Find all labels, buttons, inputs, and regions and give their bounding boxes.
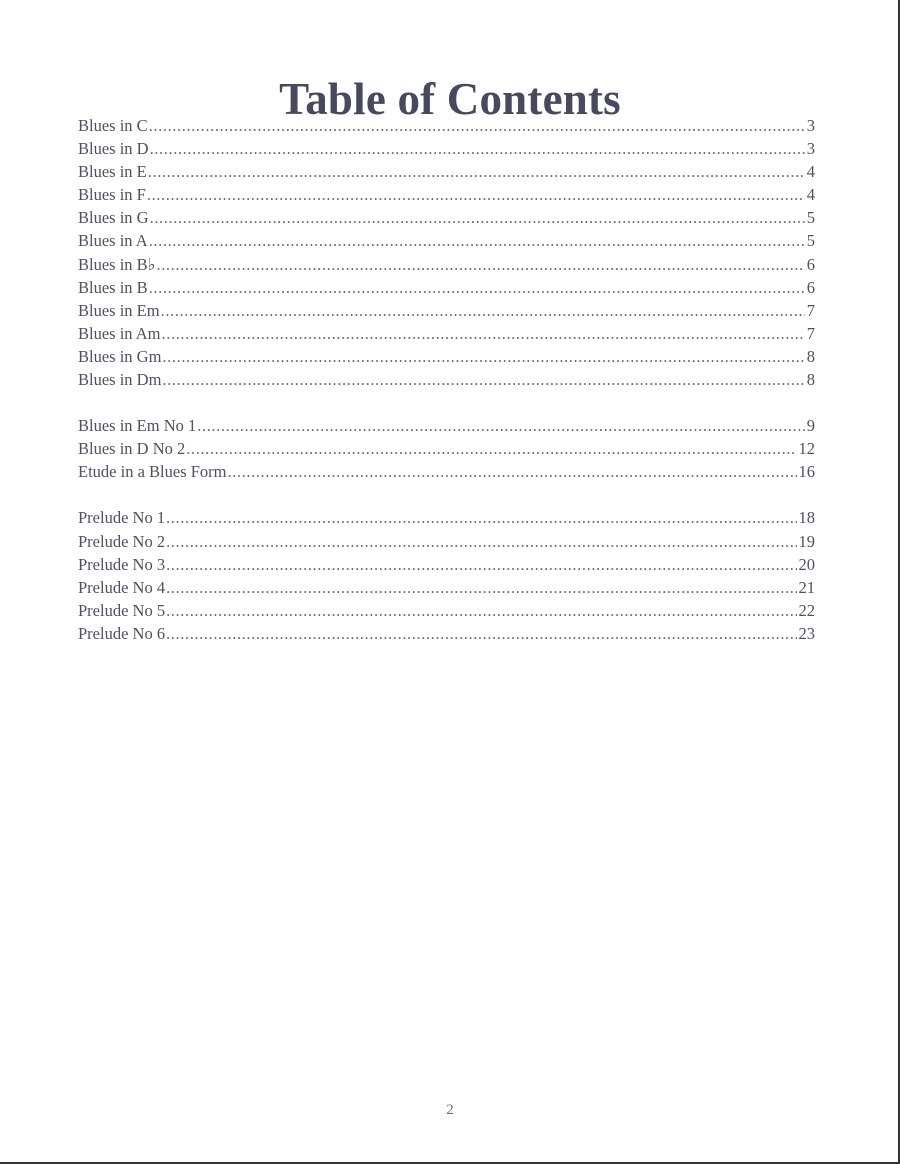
toc-entry-page: 6 bbox=[806, 277, 815, 297]
toc-entry-title: Blues in B♭ bbox=[78, 254, 156, 274]
toc-entry[interactable] bbox=[78, 137, 815, 160]
toc-entry-title: Blues in E bbox=[78, 162, 147, 182]
toc-entry-page: 12 bbox=[798, 439, 815, 459]
toc-entry-title: Blues in A bbox=[78, 231, 148, 251]
toc-entry[interactable] bbox=[78, 160, 815, 183]
toc-entry-title: Prelude No 2 bbox=[78, 531, 166, 551]
toc-entry-title: Blues in Gm bbox=[78, 346, 162, 366]
toc-entry-page: 7 bbox=[806, 323, 815, 343]
dot-leader bbox=[197, 414, 805, 437]
dot-leader bbox=[161, 299, 805, 322]
toc-entry[interactable] bbox=[78, 206, 815, 229]
toc-entry-page: 22 bbox=[798, 600, 815, 620]
toc-group bbox=[78, 114, 815, 391]
toc-entry-page: 4 bbox=[806, 185, 815, 205]
toc-entry-title: Blues in Am bbox=[78, 323, 161, 343]
toc-entry[interactable] bbox=[78, 322, 815, 345]
toc-entry-title: Prelude No 4 bbox=[78, 577, 166, 597]
dot-leader bbox=[156, 253, 804, 276]
toc-entry[interactable] bbox=[78, 506, 815, 529]
dot-leader bbox=[162, 345, 804, 368]
dot-leader bbox=[166, 553, 796, 576]
toc-group bbox=[78, 506, 815, 645]
toc-entry-title: Prelude No 5 bbox=[78, 600, 166, 620]
toc-entry-page: 5 bbox=[806, 208, 815, 228]
toc-entry-page: 4 bbox=[806, 162, 815, 182]
dot-leader bbox=[166, 506, 796, 529]
toc-entry[interactable] bbox=[78, 253, 815, 276]
dot-leader bbox=[166, 576, 796, 599]
toc-entry-page: 3 bbox=[806, 139, 815, 159]
toc-entry-page: 3 bbox=[806, 116, 815, 135]
toc-entry-page: 16 bbox=[798, 462, 815, 482]
toc-entry-page: 7 bbox=[806, 300, 815, 320]
toc-entry[interactable] bbox=[78, 114, 815, 137]
dot-leader bbox=[162, 368, 804, 391]
dot-leader bbox=[149, 229, 805, 252]
toc-entry-page: 21 bbox=[798, 577, 815, 597]
toc-entry[interactable] bbox=[78, 276, 815, 299]
toc-entry-title: Blues in Dm bbox=[78, 370, 162, 390]
toc-entry[interactable] bbox=[78, 414, 815, 437]
toc-entry[interactable] bbox=[78, 345, 815, 368]
dot-leader bbox=[150, 206, 805, 229]
dot-leader bbox=[149, 114, 805, 137]
toc-entry-title: Prelude No 6 bbox=[78, 623, 166, 643]
toc-entry-page: 5 bbox=[806, 231, 815, 251]
toc-entry[interactable] bbox=[78, 553, 815, 576]
toc-entry[interactable] bbox=[78, 460, 815, 483]
toc-entry-title: Blues in G bbox=[78, 208, 149, 228]
toc-entry[interactable] bbox=[78, 183, 815, 206]
toc-entry[interactable] bbox=[78, 229, 815, 252]
dot-leader bbox=[147, 183, 805, 206]
dot-leader bbox=[148, 160, 805, 183]
toc-entry-page: 20 bbox=[798, 554, 815, 574]
dot-leader bbox=[227, 460, 796, 483]
toc-entry-title: Etude in a Blues Form bbox=[78, 462, 227, 482]
toc-entry-title: Blues in C bbox=[78, 116, 148, 135]
page-number: 2 bbox=[446, 1102, 454, 1118]
toc-entry-page: 23 bbox=[798, 623, 815, 643]
toc-entry-title: Blues in Em No 1 bbox=[78, 416, 197, 436]
page-title: Table of Contents bbox=[279, 74, 621, 125]
toc-entry-page: 9 bbox=[806, 416, 815, 436]
toc-entry-page: 8 bbox=[806, 346, 815, 366]
dot-leader bbox=[166, 622, 796, 645]
dot-leader bbox=[166, 530, 796, 553]
toc-entry-title: Blues in Em bbox=[78, 300, 160, 320]
dot-leader bbox=[166, 599, 796, 622]
toc-entry-title: Blues in D bbox=[78, 139, 149, 159]
dot-leader bbox=[186, 437, 796, 460]
dot-leader bbox=[162, 322, 805, 345]
dot-leader bbox=[149, 276, 805, 299]
toc-entry[interactable] bbox=[78, 530, 815, 553]
toc-entry[interactable] bbox=[78, 437, 815, 460]
toc-entry-page: 6 bbox=[806, 254, 815, 274]
toc-entry[interactable] bbox=[78, 299, 815, 322]
toc-entry-page: 18 bbox=[798, 508, 815, 528]
toc-entry-page: 19 bbox=[798, 531, 815, 551]
toc-entry[interactable] bbox=[78, 622, 815, 645]
toc-group bbox=[78, 414, 815, 483]
toc-entry-title: Prelude No 1 bbox=[78, 508, 166, 528]
toc-entry[interactable] bbox=[78, 576, 815, 599]
toc-entry-title: Prelude No 3 bbox=[78, 554, 166, 574]
toc-entry-title: Blues in D No 2 bbox=[78, 439, 186, 459]
dot-leader bbox=[150, 137, 805, 160]
toc-entry[interactable] bbox=[78, 599, 815, 622]
toc-entry-page: 8 bbox=[806, 370, 815, 390]
toc-entry-title: Blues in B bbox=[78, 277, 148, 297]
toc-entry[interactable] bbox=[78, 368, 815, 391]
toc-entry-title: Blues in F bbox=[78, 185, 146, 205]
table-of-contents bbox=[78, 114, 815, 668]
